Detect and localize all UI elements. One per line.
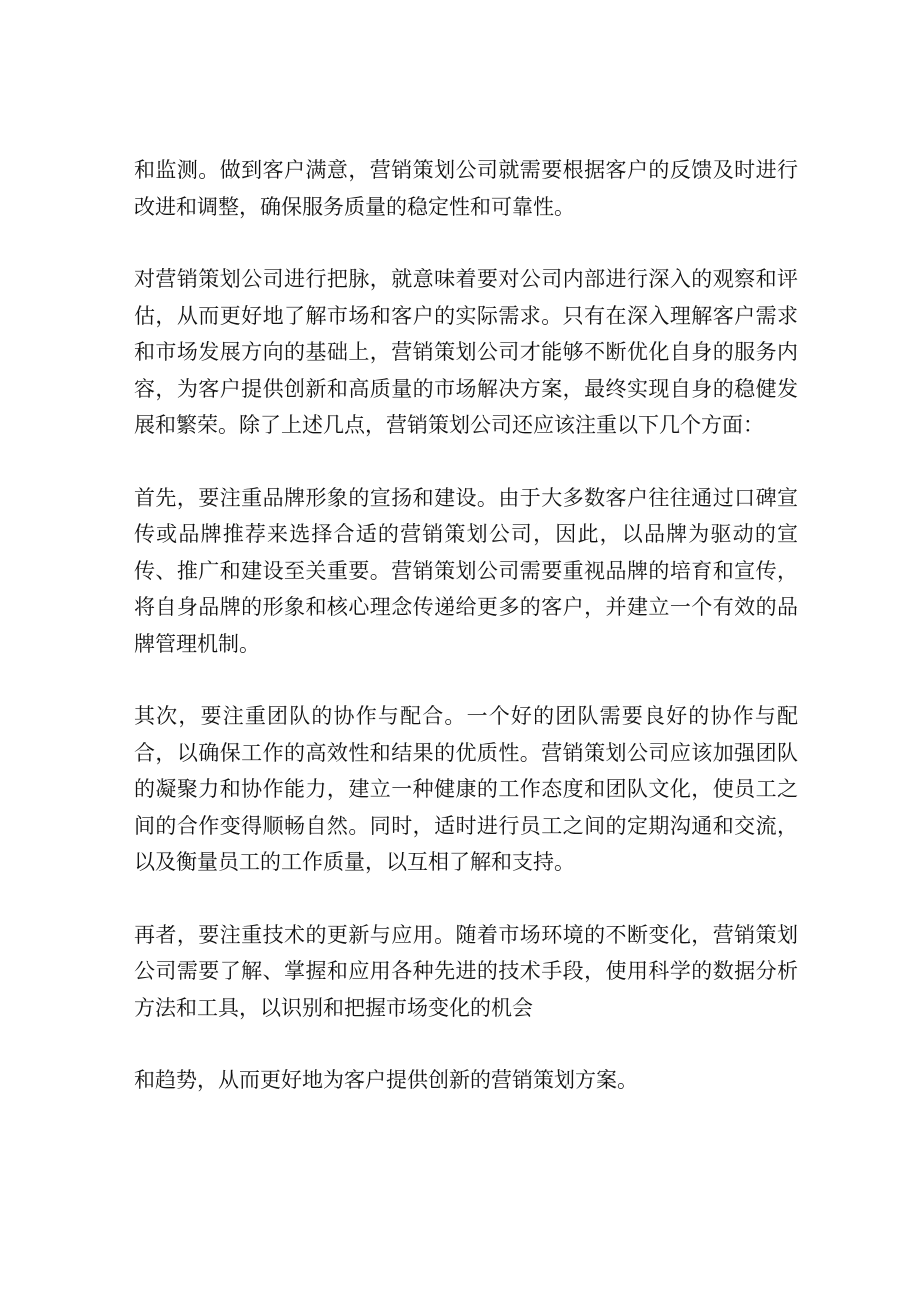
paragraph-5: 再者，要注重技术的更新与应用。随着市场环境的不断变化，营销策划公司需要了解、掌握和应用各种先进的技术手段，使用科学的数据分析方法和工具，以识别和把握市场变化的机会 (134, 922, 798, 1020)
paragraph-4: 其次，要注重团队的协作与配合。一个好的团队需要良好的协作与配合，以确保工作的高效性和结果的优质性。营销策划公司应该加强团队的凝聚力和协作能力，建立一种健康的工作态度和团队文化，使员工之间的合作变得顺畅自然。同时，适时进行员工之间的定期沟通和交流，以及衡量员工的工作质量，以互相了解和支持。 (134, 704, 798, 874)
paragraph-6: 和趋势，从而更好地为客户提供创新的营销策划方案。 (134, 1068, 638, 1092)
paragraph-1: 和监测。做到客户满意，营销策划公司就需要根据客户的反馈及时进行改进和调整，确保服务质量的稳定性和可靠性。 (134, 158, 798, 219)
paragraph-2: 对营销策划公司进行把脉，就意味着要对公司内部进行深入的观察和评估，从而更好地了解市场和客户的实际需求。只有在深入理解客户需求和市场发展方向的基础上，营销策划公司才能够不断优化自身的服务内容，为客户提供创新和高质量的市场解决方案，最终实现自身的稳健发展和繁荣。除了上述几点，营销策划公司还应该注重以下几个方面： (134, 267, 798, 437)
document-body (134, 152, 798, 1135)
paragraph-3: 首先，要注重品牌形象的宣扬和建设。由于大多数客户往往通过口碑宣传或品牌推荐来选择合适的营销策划公司，因此，以品牌为驱动的宣传、推广和建设至关重要。营销策划公司需要重视品牌的培育和宣传，将自身品牌的形象和核心理念传递给更多的客户，并建立一个有效的品牌管理机制。 (134, 485, 798, 656)
